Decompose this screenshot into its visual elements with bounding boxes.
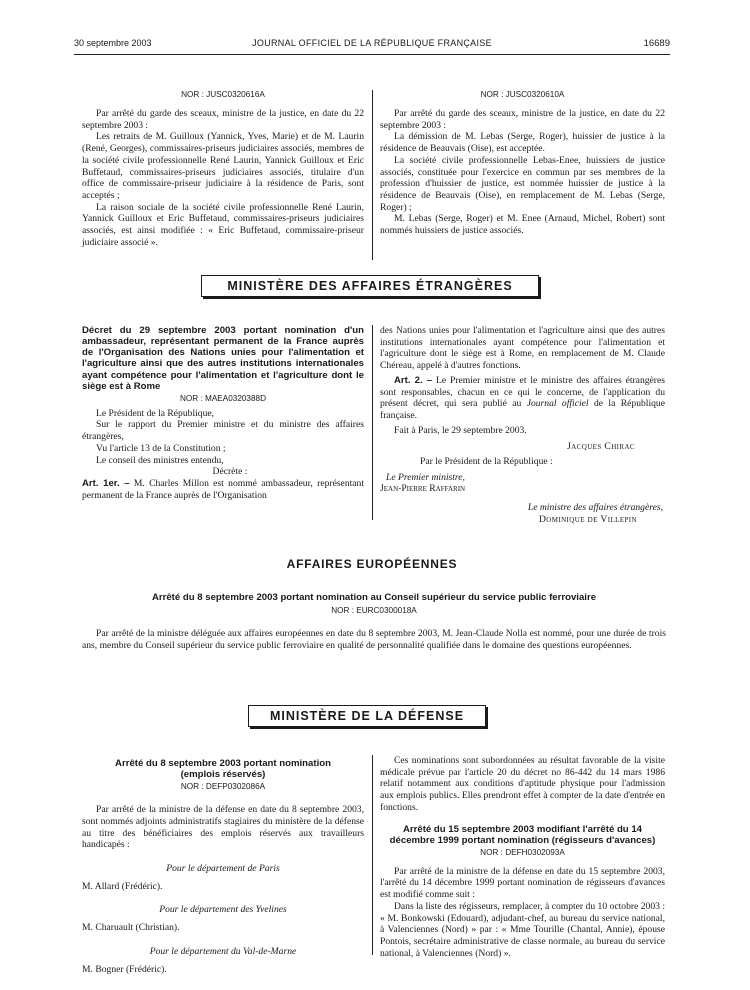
paragraph: La raison sociale de la société civile professionnelle René Laurin, Yannick Guilloux et Eric Buffetaud, commissaires-priseurs judiciaires associés, est ainsi modifiée : « Eric Buffetaud, commissaire-priseur judiciaire associé ». <box>82 201 364 248</box>
nor-reference: NOR : DEFH0302093A <box>480 847 565 857</box>
journal-officiel-italic: Journal officiel <box>526 398 589 410</box>
decree-title: Décret du 29 septembre 2003 portant nomination d'un ambassadeur, représentant permanent de la France auprès de l'Organisation des Nations unies pour l'alimentation et l'agriculture ainsi que des autres institutions internationales ayant compétence pour l'alimentation et l'agriculture dont le siège est à Rome <box>82 325 364 392</box>
decree-left-column <box>82 325 364 501</box>
nor-reference: NOR : EURC0300018A <box>331 606 417 615</box>
paragraph: Ces nominations sont subordonnées au résultat favorable de la visite médicale prévue par l'article 20 du décret no 86-442 du 14 mars 1986 relatif notamment aux conditions d'aptitude physique pour l'admission aux emplois publics. Elles prendront effet à compter de la date d'entrée en fonctions. <box>380 755 665 813</box>
ministre-name: Dominique de Villepin <box>538 513 637 525</box>
nor-reference: NOR : DEFP0302086A <box>180 782 266 792</box>
article-text: Le Premier ministre et le ministre des affaires étrangères sont responsables, chacun en ce qui le concerne, de l'application du présent décret, qui sera publié au <box>380 374 665 410</box>
arrete-title: Arrêté du 8 septembre 2003 portant nomination au Conseil supérieur du service public ferroviaire <box>151 592 597 603</box>
ministry-title: MINISTÈRE DE LA DÉFENSE <box>269 709 465 723</box>
arrete-title: Arrêté du 8 septembre 2003 portant nomination (emplois réservés) <box>115 758 331 781</box>
article-label: Art. 2. – <box>394 374 433 386</box>
paragraph: Par arrêté du garde des sceaux, ministre de la justice, en date du 22 septembre 2003 : <box>82 108 364 131</box>
ministry-heading-box <box>201 275 539 297</box>
header-rule <box>74 54 670 55</box>
fait-line: Fait à Paris, le 29 septembre 2003. <box>394 424 527 436</box>
europe-paragraph-block <box>82 628 666 651</box>
header-date: 30 septembre 2003 <box>74 38 152 48</box>
paragraph: Le conseil des ministres entendu, <box>96 454 224 466</box>
article-text: de la République française. <box>380 398 665 421</box>
premier-ministre-name: Jean-Pierre Raffarin <box>380 483 466 495</box>
paragraph: Par arrêté de la ministre déléguée aux affaires européennes en date du 8 septembre 2003, M. Jean-Claude Nolla est nommé, pour une durée de trois ans, membre du Conseil supérieur du service public ferroviaire en qualité de personnalité qualifiée dans le domaine des questions européennes. <box>82 628 666 651</box>
premier-ministre-title: Le Premier ministre, <box>386 471 465 483</box>
ministre-title: Le ministre des affaires étrangères, <box>527 502 663 514</box>
paragraph: Le Président de la République, <box>96 407 215 419</box>
arrete-title: Arrêté du 15 septembre 2003 modifiant l'arrêté du 14 décembre 1999 portant nomination (régisseurs d'avances) <box>389 823 656 846</box>
person-name: M. Charuault (Christian). <box>82 922 180 934</box>
paragraph: Par arrêté du garde des sceaux, ministre de la justice, en date du 22 septembre 2003 : <box>380 108 665 131</box>
person-name: M. Bogner (Frédéric). <box>82 963 167 975</box>
paragraph: Vu l'article 13 de la Constitution ; <box>96 442 226 454</box>
department-label: Pour le département du Val-de-Marne <box>149 945 297 957</box>
paragraph: Dans la liste des régisseurs, remplacer, à compter du 10 octobre 2003 : « M. Bonkowski (Edouard), adjudant-chef, au bureau du service national, à Valenciennes (Nord) » par : « Mme Tourille (Chantal, Annie), épouse Pontois, secrétaire administrative de classe normale, au bureau du service national, à Valenciennes (Nord) ». <box>380 900 665 959</box>
signature-president: Jacques Chirac <box>567 441 635 453</box>
column-divider <box>372 325 373 520</box>
paragraph: M. Lebas (Serge, Roger) et M. Enee (Arnaud, Michel, Robert) sont nommés huissiers de justice associés. <box>380 213 665 237</box>
ministry-title: MINISTÈRE DES AFFAIRES ÉTRANGÈRES <box>227 279 513 293</box>
paragraph: La société civile professionnelle Lebas-Enee, huissiers de justice associés, constituée pour l'exercice en commun par ses membres de la profession d'huissier de justice, est nommée huissier de justice à la résidence de Beauvais (Oise), en remplacement de M. Lebas (Serge, Roger) ; <box>380 154 665 213</box>
journal-title: JOURNAL OFFICIEL DE LA RÉPUBLIQUE FRANÇAISE <box>252 38 492 48</box>
column-divider <box>372 90 373 260</box>
article-text: M. Charles Millon est nommé ambassadeur, représentant permanent de la France auprès de l'Organisation <box>82 477 364 501</box>
nor-reference: NOR : MAEA0320388D <box>179 393 266 403</box>
section-title: AFFAIRES EUROPÉENNES <box>286 557 458 571</box>
article-1 <box>82 478 364 501</box>
department-label: Pour le département des Yvelines <box>159 904 287 916</box>
column-divider <box>372 755 373 955</box>
paragraph: La démission de M. Lebas (Serge, Roger), huissier de justice à la résidence de Beauvais (Oise), est acceptée. <box>380 131 665 155</box>
ministry-heading-box <box>248 705 486 727</box>
paragraph: Par arrêté de la ministre de la défense en date du 8 septembre 2003, sont nommés adjoints administratifs stagiaires du ministère de la défense au titre des bénéficiaires des emplois réservés aux travailleurs handicapés : <box>82 804 364 851</box>
nor-reference: NOR : JUSC0320610A <box>480 90 565 99</box>
defense-left-column <box>82 758 364 977</box>
top-right-column <box>380 90 665 237</box>
nor-reference: NOR : JUSC0320616A <box>181 90 265 99</box>
paragraph: Les retraits de M. Guilloux (Yannick, Yves, Marie) et de M. Laurin (René, Georges), commissaires-priseurs judiciaires associés, membres de la société civile professionnelle René Laurin, Yannick Guilloux et Eric Buffetaud, commissaires-priseurs judiciaires associés, titulaire d'un office de commissaire-priseur judiciaire à la résidence de Paris, sont acceptés ; <box>82 131 364 201</box>
decrete-line: Décrète : <box>212 466 248 478</box>
par-le-president: Par le Président de la République : <box>420 456 553 468</box>
paragraph: des Nations unies pour l'alimentation et l'agriculture ainsi que des autres institutions internationales ayant compétence pour l'alimentation et l'agriculture dont le siège est à Rome, en remplacement de M. Claude Chéreau, appelé à d'autres fonctions. <box>380 325 665 372</box>
paragraph: Par arrêté de la ministre de la défense en date du 15 septembre 2003, l'arrêté du 14 décembre 1999 portant nomination de régisseurs d'avances est modifié comme suit : <box>380 865 665 901</box>
page-header <box>74 38 670 52</box>
article-label: Art. 1er. – <box>82 477 130 489</box>
department-label: Pour le département de Paris <box>166 863 280 875</box>
paragraph: Sur le rapport du Premier ministre et du ministre des affaires étrangères, <box>82 419 364 443</box>
top-left-column <box>82 90 364 248</box>
article-2 <box>380 375 665 422</box>
person-name: M. Allard (Frédéric). <box>82 880 163 892</box>
defense-right-column <box>380 755 665 959</box>
decree-right-column <box>380 325 665 526</box>
page-number: 16689 <box>643 38 670 49</box>
